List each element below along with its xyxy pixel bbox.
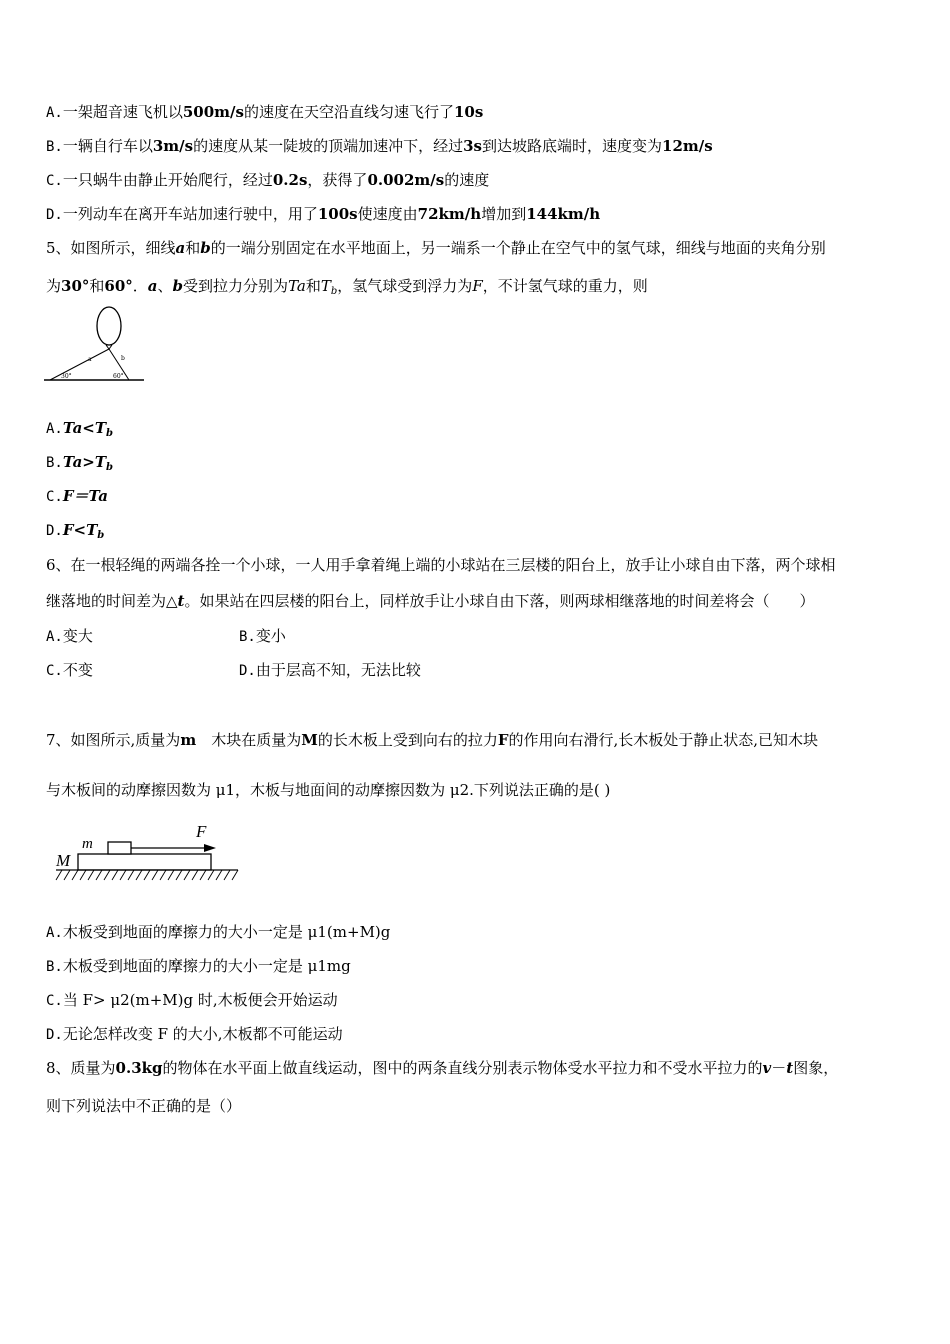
force-arrow-head bbox=[204, 844, 216, 852]
label-M: M bbox=[56, 851, 71, 870]
block-board-diagram bbox=[52, 820, 244, 888]
floor-hatching bbox=[56, 870, 238, 880]
q7-option-d: D.无论怎样改变 F 的大小,木板都不可能运动 bbox=[46, 1025, 343, 1043]
label-a: a bbox=[88, 356, 92, 363]
q6-option-c: C.不变 bbox=[46, 661, 93, 679]
angle-60-label: 60° bbox=[113, 373, 124, 380]
q5-stem-line1: 5、如图所示，细线a和b的一端分别固定在水平地面上，另一端系一个静止在空气中的氢气球，细线与地面的夹角分别 bbox=[46, 239, 826, 257]
q6-option-b: B.变小 bbox=[239, 627, 286, 645]
balloon-figure bbox=[44, 306, 146, 384]
q7-option-a: A.木板受到地面的摩擦力的大小一定是 μ1(m+M)g bbox=[46, 923, 391, 941]
q5-option-b: $B.Ta>T_b$ bbox=[46, 453, 114, 473]
string-a bbox=[50, 349, 109, 380]
q7-option-c: C.当 F> μ2(m+M)g 时,木板便会开始运动 bbox=[46, 991, 338, 1009]
small-block bbox=[108, 842, 131, 854]
long-board bbox=[78, 854, 211, 870]
q8-stem-line1: 8、质量为0.3kg的物体在水平面上做直线运动，图中的两条直线分别表示物体受水平拉力和不受水平拉力的v－t图象， bbox=[46, 1059, 839, 1077]
q4-option-d: D.一列动车在离开车站加速行驶中，用了100s使速度由72km/h增加到144km/h bbox=[46, 205, 601, 223]
q5-option-c: C.F＝Ta bbox=[46, 487, 108, 505]
q6-option-a: A.变大 bbox=[46, 627, 93, 645]
q6-option-d: D.由于层高不知，无法比较 bbox=[239, 661, 421, 679]
angle-30-label: 30° bbox=[61, 373, 72, 380]
block-board-figure bbox=[52, 820, 244, 888]
q4-option-a: A.一架超音速飞机以500m/s的速度在天空沿直线匀速飞行了10s bbox=[46, 103, 484, 121]
q5-option-a: $A.Ta<T_b$ bbox=[46, 419, 114, 439]
label-b: b bbox=[121, 355, 125, 362]
q5-stem-line2: 为30°和60°．a、b受到拉力分别为Ta和$T_b$，氢气球受到浮力为F，不计氢气球的重力，则 bbox=[46, 277, 648, 297]
q7-stem-line1: 7、如图所示,质量为m 木块在质量为M的长木板上受到向右的拉力F的作用向右滑行,长木板处于静止状态,已知木块 bbox=[46, 731, 819, 749]
q5-option-d: $D.F<T_b$ bbox=[46, 521, 105, 541]
label-F: F bbox=[196, 822, 207, 841]
q6-stem-line1: 6、在一根轻绳的两端各拴一个小球，一人用手拿着绳上端的小球站在三层楼的阳台上，放手让小球自由下落，两个球相 bbox=[46, 556, 836, 574]
q4-option-b: B.一辆自行车以3m/s的速度从某一陡坡的顶端加速冲下，经过3s到达坡路底端时，速度变为12m/s bbox=[46, 137, 713, 155]
label-m: m bbox=[82, 836, 93, 852]
q7-option-b: B.木板受到地面的摩擦力的大小一定是 μ1mg bbox=[46, 957, 351, 975]
q6-stem-line2: 继落地的时间差为△t。如果站在四层楼的阳台上，同样放手让小球自由下落，则两球相继落地的时间差将会（ ） bbox=[46, 592, 815, 610]
q7-stem-line2: 与木板间的动摩擦因数为 μ1，木板与地面间的动摩擦因数为 μ2.下列说法正确的是( ) bbox=[46, 781, 611, 799]
balloon-diagram bbox=[44, 306, 146, 384]
q4-option-c: C.一只蜗牛由静止开始爬行，经过0.2s，获得了0.002m/s的速度 bbox=[46, 171, 490, 189]
q8-stem-line2: 则下列说法中不正确的是（） bbox=[46, 1097, 242, 1115]
balloon-shape bbox=[97, 307, 121, 345]
